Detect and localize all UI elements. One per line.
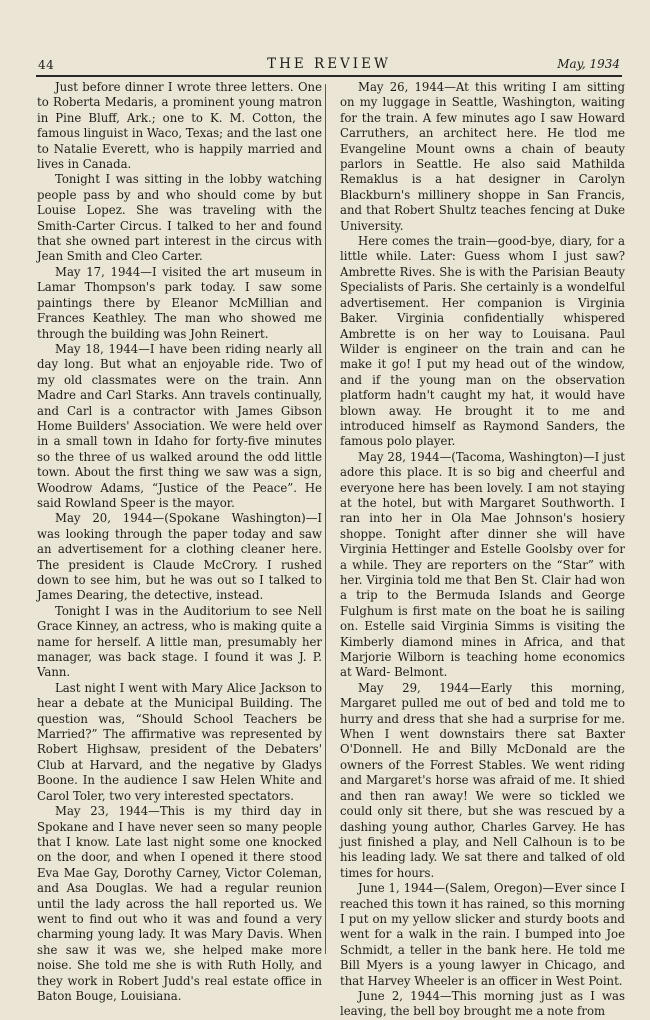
left-column (37, 80, 322, 1003)
paragraph: May 23, 1944—This is my third day in Spokane and I have never seen so many people that I know. Late last night some one knocked on the door, and when I opened it there stood Eva Mae Gay, Dorothy Carney, Victor Coleman, and Asa Douglas. We had a regular reunion until the lady across the hall reported us. We went to find out who it was and found a very charming young lady. It was Mary Davis. When she saw it was we, she helped make more noise. She told me she is with Ruth Holly, and they work in Robert Judd's real estate office in Baton Bouge, Louisiana. (37, 804, 322, 1003)
page-header (36, 50, 622, 74)
paragraph: June 2, 1944—This morning just as I was leaving, the bell boy brought me a note from (340, 988, 625, 1019)
issue-date: May, 1934 (557, 57, 620, 71)
paragraph: May 26, 1944—At this writing I am sitting on my luggage in Seattle, Washington, waiting for the train. A few minutes ago I saw Howard Carruthers, an architect here. He tlod me Evangeline Mount owns a chain of beauty parlors in Seattle. He also said Mathilda Remaklus is a hat designer in Carolyn Blackburn's millinery shoppe in San Francis, and that Robert Shultz teaches fencing at Duke University. (340, 80, 625, 233)
paragraph: May 28, 1944—(Tacoma, Washington)—I just adore this place. It is so big and cheerful and everyone here has been lovely. I am not staying at the hotel, but with Margaret Southworth. I ran into her in Ola Mae Johnson's hosiery shoppe. Tonight after dinner she will have Virginia Hettinger and Estelle Goolsby over for a while. They are reporters on the “Star” with her. Virginia told me that Ben St. Clair had won a trip to the Bermuda Islands and George Fulghum is first mate on the boat he is sailing on. Estelle said Virginia Simms is visiting the Kimberly diamond mines in Africa, and that Marjorie Wilborn is teaching home economics at Ward- Belmont. (340, 449, 625, 680)
paragraph: Just before dinner I wrote three letters. One to Roberta Medaris, a prominent young matron in Pine Bluff, Ark.; one to K. M. Cotton, the famous linguist in Waco, Texas; and the last one to Natalie Everett, who is happily married and lives in Canada. (37, 80, 322, 172)
paragraph: Tonight I was sitting in the lobby watching people pass by and who should come by but Louise Lopez. She was traveling with the Smith-Carter Circus. I talked to her and found that she owned part interest in the circus with Jean Smith and Cleo Carter. (37, 172, 322, 264)
page-number: 44 (38, 58, 55, 72)
paragraph: Last night I went with Mary Alice Jackson to hear a debate at the Municipal Building. The question was, “Should School Teachers be Married?” The affirmative was represented by Robert Highsaw, president of the Debaters' Club at Harvard, and the negative by Gladys Boone. In the audience I saw Helen White and Carol Toler, two very interested spectators. (37, 680, 322, 803)
right-column (340, 80, 625, 1019)
paragraph: May 29, 1944—Early this morning, Margaret pulled me out of bed and told me to hurry and dress that she had a surprise for me. When I went downstairs there sat Baxter O'Donnell. He and Billy McDonald are the owners of the Forrest Stables. We went riding and Margaret's horse was afraid of me. It shied and then ran away! We were so tickled we could only sit there, but she was rescued by a dashing young author, Charles Garvey. He has just finished a play, and Nell Calhoun is to be his leading lady. We sat there and talked of old times for hours. (340, 680, 625, 880)
paragraph: June 1, 1944—(Salem, Oregon)—Ever since I reached this town it has rained, so this morning I put on my yellow slicker and sturdy boots and went for a walk in the rain. I bumped into Joe Schmidt, a teller in the bank here. He told me Bill Myers is a young lawyer in Chicago, and that Harvey Wheeler is an officer in West Point. (340, 881, 625, 988)
paragraph: May 20, 1944—(Spokane Washington)—I was looking through the paper today and saw an advertisement for a clothing cleaner here. The president is Claude McCrory. I rushed down to see him, but he was out so I talked to James Dearing, the detective, instead. (37, 511, 322, 603)
column-divider (325, 84, 326, 954)
header-rule (36, 75, 622, 77)
paragraph: May 17, 1944—I visited the art museum in Lamar Thompson's park today. I saw some paintings there by Eleanor McMillian and Frances Keathley. The man who showed me through the building was John Reinert. (37, 264, 322, 341)
paragraph: Tonight I was in the Auditorium to see Nell Grace Kinney, an actress, who is making quite a name for herself. A little man, presumably her manager, was back stage. I found it was J. P. Vann. (37, 603, 322, 680)
paragraph: May 18, 1944—I have been riding nearly all day long. But what an enjoyable ride. Two of my old classmates were on the train. Ann Madre and Carl Starks. Ann travels continually, and Carl is a contractor with James Gibson Home Builders' Association. We were held over in a small town in Idaho for forty-five minutes so the three of us walked around the odd little town. About the first thing we saw was a sign, Woodrow Adams, “Justice of the Peace”. He said Rowland Speer is the mayor. (37, 341, 322, 510)
paragraph: Here comes the train—good-bye, diary, for a little while. Later: Guess whom I just saw? Ambrette Rives. She is with the Parisian Beauty Specialists of Paris. She certainly is a wondelful advertisement. Her companion is Virginia Baker. Virginia confidentially whispered Ambrette is on her way to Louisana. Paul Wilder is engineer on the train and can he make it go! I put my head out of the window, and if the young man on the observation platform hadn't caught my hat, it would have blown away. He brought it to me and introduced himself as Raymond Sanders, the famous polo player. (340, 234, 625, 449)
journal-title: THE REVIEW (267, 56, 391, 72)
